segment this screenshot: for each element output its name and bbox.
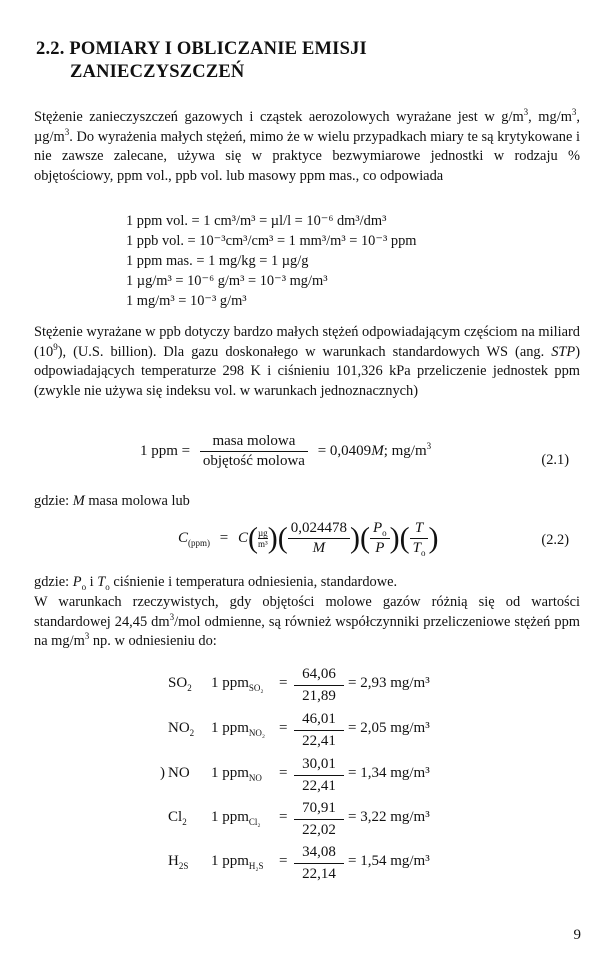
conversion-row-so2: $SO_2$ 1 ppm$_{SO_2}$ = 64,06 21,89 = 2,93 mg/m³: [168, 666, 430, 704]
conversion-row-no: ) NO 1 ppm$_{NO}$ = 30,01 22,41 = 1,34 mg/m³: [160, 756, 430, 794]
section-heading: [36, 38, 367, 84]
unit-line-ppm-vol: 1 ppm vol. = 1 cm³/m³ = µl/l = 10⁻⁶ dm³/dm³: [126, 213, 387, 229]
equation-2-1: 1 ppm = $\frac{\text{masa molowa}}{\text{objętość molowa}}$ = 0,0409M; $mg/m^3$: [140, 433, 432, 469]
unit-line-mg-m3: 1 mg/m³ = 10⁻³ g/m³: [126, 293, 247, 309]
eq1-numerator: masa molowa: [200, 433, 308, 452]
section-number: 2.2.: [36, 39, 65, 59]
where-clause-reference: gdzie: $P_o$ i $T_o$ ciśnienie i temperatura odniesienia, standardowe.: [34, 574, 398, 592]
conversion-row-no2: $NO_2$ 1 ppm$_{NO_2}$ = 46,01 22,41 = 2,05 mg/m³: [168, 711, 430, 749]
page-number: 9: [573, 927, 581, 943]
section-title-line2: ZANIECZYSZCZEŃ: [70, 62, 245, 82]
unit-line-ppm-mas: 1 ppm mas. = 1 mg/kg = 1 µg/g: [126, 253, 309, 269]
unit-line-ppb-vol: 1 ppb vol. = 10⁻³cm³/cm³ = 1 mm³/m³ = 10⁻³ ppm: [126, 233, 417, 249]
conversion-row-cl2: $Cl_2$ 1 ppm$_{Cl_2}$ = 70,91 22,02 = 3,22 mg/m³: [168, 800, 430, 838]
eq1-denominator: objętość molowa: [202, 453, 305, 469]
conversion-row-h2s: $H_{2S}$ 1 ppm$_{H_2S}$ = 34,08 22,14 = 1,54 mg/m³: [168, 844, 430, 882]
equation-number-2-2: (2.2): [541, 532, 569, 548]
section-title-line1: POMIARY I OBLICZANIE EMISJI: [69, 39, 367, 59]
paragraph-real-conditions: W warunkach rzeczywistych, gdy objętości molowe gazów różnią się od wartości standardowej 24,45 $dm^3$/mol odmienne, są również współczynniki przeliczeniowe stężeń ppm na $mg/m^3$ np. w odniesieniu do:: [34, 594, 581, 650]
equation-2-2: $C_{(ppm)} = C$( $\frac{\text{µg}}{\text{m³}}$)( $\frac{0,024478}{M}$ )( $\frac{P_o}{P}$ )( $\frac{T}{T_o}$ ): [178, 520, 439, 558]
where-clause-molar-mass: gdzie: M masa molowa lub: [34, 493, 190, 509]
paragraph-ppb: Stężenie wyrażane w ppb dotyczy bardzo małych stężeń odpowiadającym częściom na miliard $(10^9)$, (U.S. billion). Dla gazu doskonałego w warunkach standardowych WS (ang. STP) odpowiadających temperaturze 298 K i ciśnieniu 101,326 kPa przeliczenie jednostek ppm (zwykle nie używa się indeksu vol. w warunkach jednoznacznych): [34, 324, 580, 399]
unit-line-ug-m3: 1 µg/m³ = 10⁻⁶ g/m³ = 10⁻³ mg/m³: [126, 273, 328, 289]
equation-number-2-1: (2.1): [541, 452, 569, 468]
paragraph-intro: Stężenie zanieczyszczeń gazowych i cząstek aerozolowych wyrażane jest w $g/m^3$, $mg/m^3$, $\mu g/m^3$. Do wyrażenia małych stężeń, mimo że w wielu przypadkach miary te są krytykowane i nie zawsze zalecane, używa się w praktyce bezwymiarowe jednostki w rodzaju % objętościowy, ppm vol., ppb vol. lub masowy ppm mas., co odpowiada: [34, 107, 580, 184]
